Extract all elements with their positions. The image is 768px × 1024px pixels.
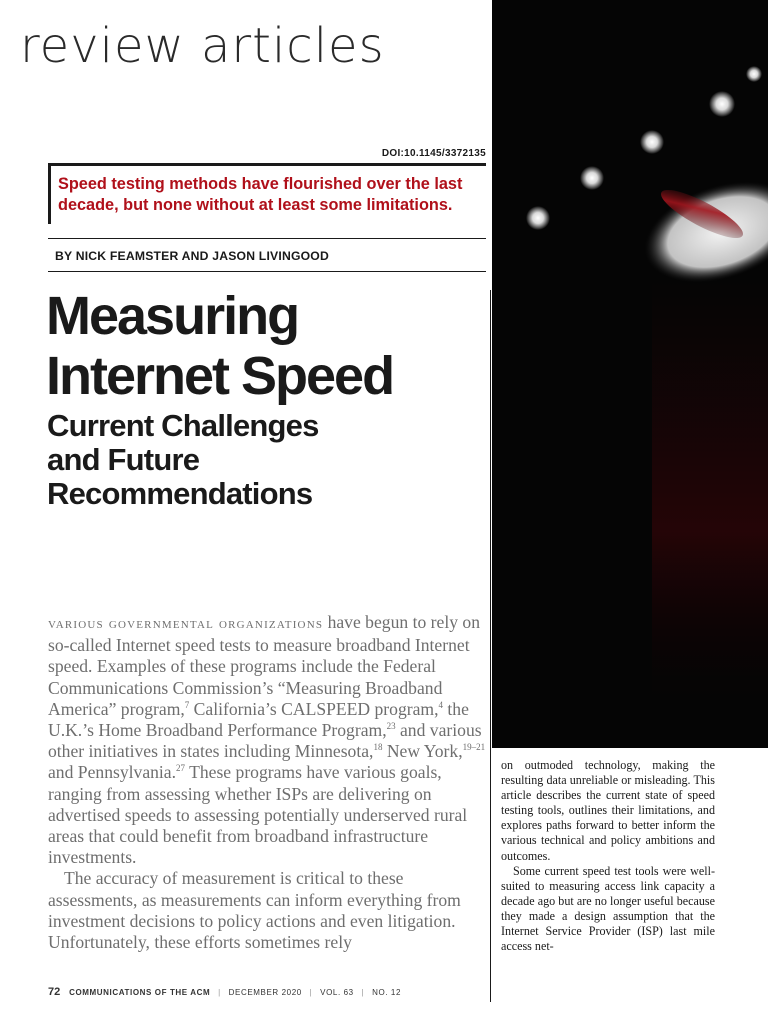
reference: 23 [386,721,396,732]
standfirst-box [48,163,486,224]
magazine-name: COMMUNICATIONS OF THE ACM [69,988,211,997]
body-paragraph-2: Some current speed test tools were well-suited to measuring access link capacity a decade ago but are no longer useful because they made a design assumption that the Internet Service Provider (ISP) last mile access net- [501,863,715,954]
byline: BY NICK FEAMSTER AND JASON LIVINGOOD [48,238,486,272]
body-paragraph-1: on outmoded technology, making the resulting data unreliable or misleading. This article describes the current state of speed testing tools, outlines their limitations, and explores paths forward to better inform the various technical and policy ambitions and outcomes. [501,758,715,863]
page-number: 72 [48,986,61,998]
volume: VOL. 63 [320,988,354,997]
column-divider [490,290,491,1002]
reference: 7 [184,699,190,710]
subtitle-line-3: Recommendations [47,476,313,511]
light-streak-image [492,0,768,748]
intro-paragraph-1: various governmental organizations have begun to rely on so-called Internet speed tests to measure broadband Internet speed. Examples of these programs include the Federal Communications Commission’s “Measuring Broadband America” program,$^7$ California’s CALSPEED program,$^4$ the U.K.’s Home Broadband Performance Program,$^{23}$ and various other initiatives in states including Minnesota,$^{18}$ New York,$^{19-21}$ and Pennsylvania.$^{27}$ These programs have various goals, ranging from assessing whether ISPs are delivering on advertised speeds to assessing potentially underserved rural areas that could benefit from broadband infrastructure investments. [48,612,486,868]
body-column-2 [501,758,715,954]
title-line-2: Internet Speed [46,346,394,406]
reference: 18 [373,742,383,753]
subtitle-line-2: and Future [47,442,200,477]
intro-paragraph-2: The accuracy of measurement is critical to these assessments, as measurements can inform everything from investment decisions to policy actions and even litigation. Unfortunately, these efforts sometimes rely [48,868,461,953]
article-title [46,286,492,406]
reference: 4 [438,699,443,710]
subtitle-line-1: Current Challenges [47,408,319,443]
title-line-1: Measuring [46,286,299,346]
separator: | [309,988,313,997]
standfirst-text: Speed testing methods have flourished over the last decade, but none without at least some limitations. [58,175,463,214]
cover-photo [492,0,768,748]
separator: | [361,988,365,997]
article-subtitle [47,409,487,511]
reference: 19–21 [462,742,486,753]
lead-in: various governmental organizations [48,616,324,632]
separator: | [218,988,221,997]
intro-text [48,612,488,953]
reference: 27 [176,763,186,774]
issue-number: NO. 12 [372,988,402,997]
doi-label: DOI:10.1145/3372135 [381,148,486,159]
section-heading: review articles [20,18,385,74]
issue-date: DECEMBER 2020 [228,988,302,997]
page-footer [48,986,488,998]
